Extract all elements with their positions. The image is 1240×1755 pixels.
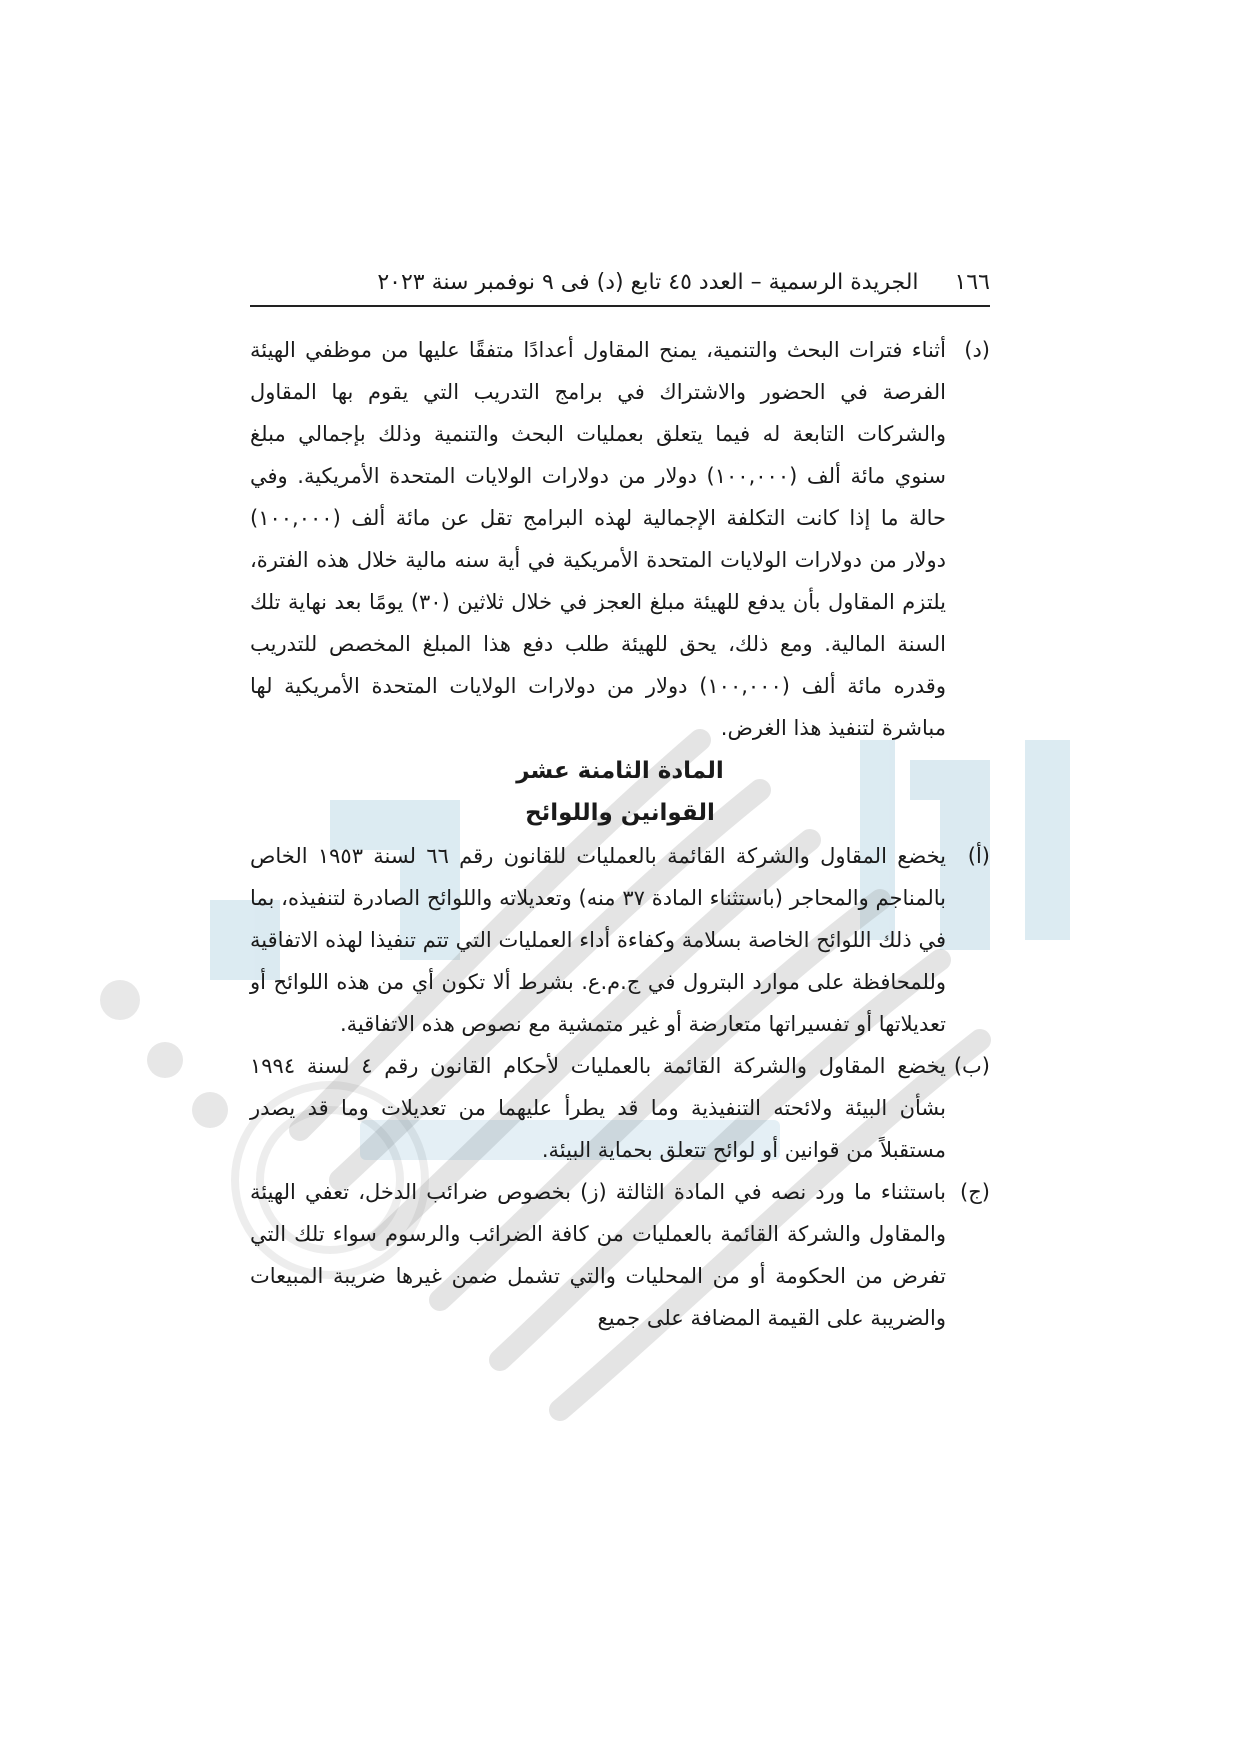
clause-a — [250, 835, 990, 1045]
clause-text: أثناء فترات البحث والتنمية، يمنح المقاول أعدادًا متفقًا عليها من موظفي الهيئة الفرصة في الحضور والاشتراك في برامج التدريب التي يقوم بها المقاول والشركات التابعة له فيما يتعلق بعمليات البحث والتنمية وذلك بإجمالي مبلغ سنوي مائة ألف (١٠٠,٠٠٠) دولار من دولارات الولايات المتحدة الأمريكية. وفي حالة ما إذا كانت التكلفة الإجمالية لهذه البرامج تقل عن مائة ألف (١٠٠,٠٠٠) دولار من دولارات الولايات المتحدة الأمريكية في أية سنه مالية خلال هذه الفترة، يلتزم المقاول بأن يدفع للهيئة مبلغ العجز في خلال ثلاثين (٣٠) يومًا بعد نهاية تلك السنة المالية. ومع ذلك، يحق للهيئة طلب دفع هذا المبلغ المخصص للتدريب وقدره مائة ألف (١٠٠,٠٠٠) دولار من دولارات الولايات المتحدة الأمريكية لها مباشرة لتنفيذ هذا الغرض. — [250, 338, 947, 740]
watermark-gray-dots — [100, 980, 228, 1128]
clause-b — [250, 1045, 990, 1171]
document-body — [250, 329, 990, 1339]
article-title-heading: القوانين واللوائح — [525, 800, 715, 826]
gazette-title: الجريدة الرسمية – العدد ٤٥ تابع (د) فى ٩ نوفمبر سنة ٢٠٢٣ — [377, 270, 919, 295]
clause-letter: (ج) — [960, 1180, 990, 1204]
main-content — [250, 270, 990, 1339]
clause-text: يخضع المقاول والشركة القائمة بالعمليات للقانون رقم ٦٦ لسنة ١٩٥٣ الخاص بالمناجم والمحاجر (باستثناء المادة ٣٧ منه) وتعديلاته واللوائح الصادرة لتنفيذه، بما في ذلك اللوائح الخاصة بسلامة وكفاءة أداء العمليات التي تتم تنفيذا لهذه الاتفاقية وللمحافظة على موارد البترول في ج.م.ع. بشرط ألا تكون أي من هذه اللوائح أو تعديلاتها أو تفسيراتها متعارضة أو غير متمشية مع نصوص هذه الاتفاقية. — [250, 844, 946, 1036]
clause-text: يخضع المقاول والشركة القائمة بالعمليات لأحكام القانون رقم ٤ لسنة ١٩٩٤ بشأن البيئة ولائحته التنفيذية وما قد يطرأ عليهما من تعديلات وما قد يصدر مستقبلاً من قوانين أو لوائح تتعلق بحماية البيئة. — [250, 1054, 946, 1162]
clause-text: باستثناء ما ورد نصه في المادة الثالثة (ز) بخصوص ضرائب الدخل، تعفي الهيئة والمقاول والشركة القائمة بالعمليات من كافة الضرائب والرسوم سواء تلك التي تفرض من الحكومة أو من المحليات والتي تشمل ضمن غيرها ضريبة المبيعات والضريبة على القيمة المضافة على جميع — [250, 1180, 946, 1330]
clause-d — [250, 329, 990, 749]
article-number-heading: المادة الثامنة عشر — [516, 758, 724, 784]
clause-letter: (د) — [964, 338, 990, 362]
page-header — [250, 270, 990, 307]
clause-letter: (أ) — [967, 844, 990, 868]
page-number: ١٦٦ — [954, 270, 990, 295]
clause-c — [250, 1171, 990, 1339]
clause-letter: (ب) — [953, 1054, 990, 1078]
